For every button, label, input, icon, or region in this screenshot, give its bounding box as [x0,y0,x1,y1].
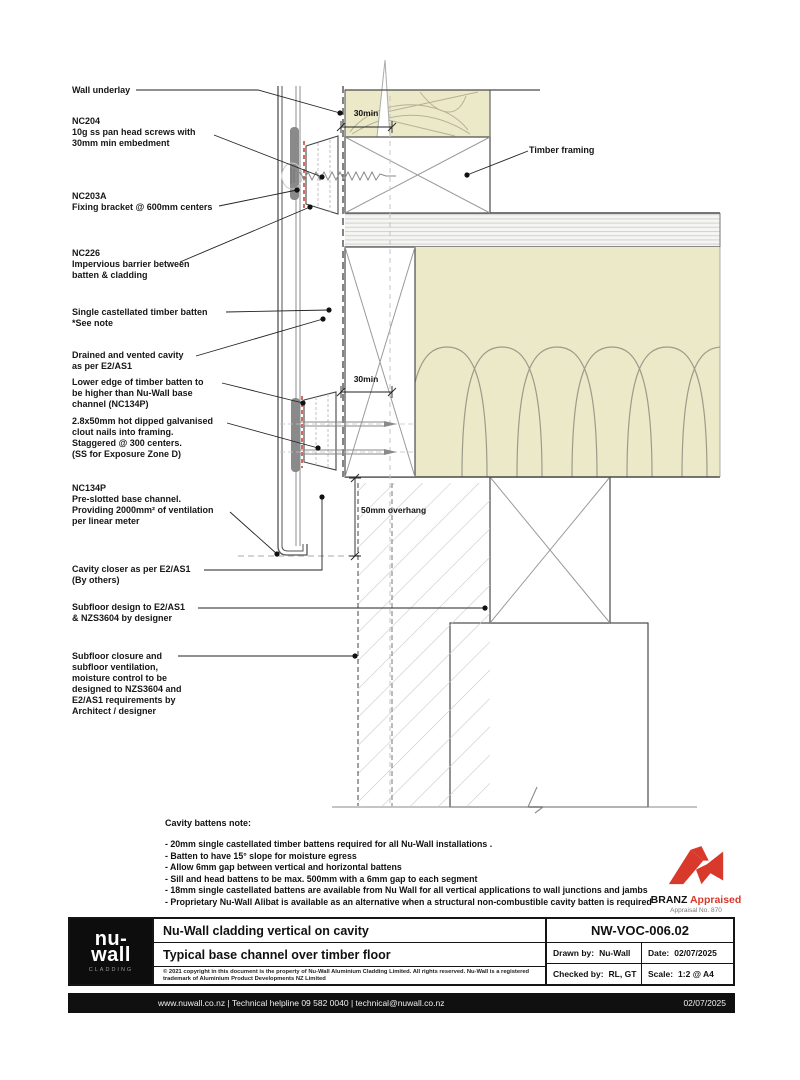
title-block-meta [547,919,733,984]
label-nc204 [72,116,196,149]
text-line: as per E2/AS1 [72,361,133,371]
drawn-by-value: Nu-Wall [599,948,631,958]
text-line: - Sill and head battens to be max. 500mm with a 6mm gap to each segment [165,873,478,884]
label-nc226 [72,248,190,281]
date-value: 02/07/2025 [674,948,717,958]
text-line: designed to NZS3604 and [72,684,182,694]
subfloor-closure-hatch [358,483,490,806]
label-code: NC226 [72,248,101,258]
text-line: Subfloor closure and [72,651,163,661]
branz-label [648,894,744,906]
logo-subtitle: CLADDING [88,966,134,973]
text-line: - 20mm single castellated timber battens required for all Nu-Wall installations . [165,839,493,849]
text-line: Wall underlay [72,85,131,95]
dimension-overhang: 50mm overhang [361,505,427,515]
logo-text-line1: nu- [94,927,128,950]
dimension-30min-top: 30min [353,108,379,118]
checked-by-label: Checked by: [553,969,604,979]
bearer [490,477,610,623]
text-line: Architect / designer [72,706,157,716]
date-label: Date: [648,948,670,958]
text-line: Subfloor design to E2/AS1 [72,602,186,612]
text-line: *See note [72,318,114,328]
text-line: 30mm min embedment [72,138,170,148]
fixing-bracket-bottom [304,392,336,470]
text-line: - Allow 6mm gap between vertical and horizontal battens [165,862,402,873]
branz-logo-icon [667,845,725,887]
text-line: Impervious barrier between [72,259,190,269]
branz-appraisal-number: Appraisal No. 870 [670,907,722,914]
label-cavity-closer [72,564,191,586]
label-nc203a [72,191,212,213]
title-block [68,917,735,986]
text-line: Lower edge of timber batten to [72,377,204,387]
text-line: Single castellated timber batten [72,307,208,317]
text-line: Fixing bracket @ 600mm centers [72,202,213,212]
label-lower-edge [72,377,204,410]
note-title: Cavity battens note: [165,818,252,828]
text-line: - Proprietary Nu-Wall Alibat is available as an alternative when a structural non-combustible cavity batten is required [165,896,652,907]
date-cell [642,943,717,963]
label-subfloor-design [72,602,185,624]
branz-appraised-text: Appraised [689,894,742,906]
text-line: & NZS3604 by designer [72,613,173,623]
text-line: Timber framing [529,145,595,155]
text-line: moisture control to be [72,673,168,683]
label-single-batten [72,307,208,329]
checked-by-value: RL, GT [608,969,637,979]
text-line: Drained and vented cavity [72,350,184,360]
drawn-by-label: Drawn by: [553,948,595,958]
label-drained-cavity [72,350,184,372]
label-wall-underlay [72,85,130,96]
text-line: Pre-slotted base channel. [72,494,182,504]
boundary-joist [345,247,415,477]
text-line: - Batten to have 15° slope for moisture egress [165,850,357,861]
text-line: 10g ss pan head screws with [72,127,196,137]
note-items [165,839,652,909]
scale-value: 1:2 @ A4 [678,969,714,979]
text-line: Providing 2000mm² of ventilation [72,505,214,515]
label-subfloor-closure [72,651,182,717]
text-line: 2.8x50mm hot dipped galvanised [72,416,214,426]
floor-sheet [345,213,720,247]
branz-brand-text: BRANZ [650,894,688,906]
nuwall-logo [70,919,152,984]
scale-label: Scale: [648,969,674,979]
cavity-battens-note [165,818,652,909]
drawing-title-line1: Nu-Wall cladding vertical on cavity [154,919,545,943]
text-line: Cavity closer as per E2/AS1 [72,564,191,574]
footer-bar [68,993,735,1013]
label-code: NC134P [72,483,107,493]
label-code: NC203A [72,191,107,201]
text-line: - 18mm single castellated battens are available from Nu Wall for all vertical applications to wall junctions and jambs [165,885,648,896]
text-line: E2/AS1 requirements by [72,695,176,705]
text-line: subfloor ventilation, [72,662,159,672]
bottom-batten [291,398,300,472]
document-number: NW-VOC-006.02 [547,919,733,943]
text-line: be higher than Nu-Wall base [72,388,193,398]
label-timber-framing [529,145,594,156]
label-nc134p [72,483,214,527]
label-clout-nails [72,416,213,460]
branz-appraised-mark [648,845,744,914]
drawn-by-cell [547,943,642,963]
text-line: per linear meter [72,516,140,526]
top-plate [345,60,540,137]
text-line: Staggered @ 300 centers. [72,438,182,448]
footer-contact-text: www.nuwall.co.nz | Technical helpline 09 582 0040 | technical@nuwall.co.nz [158,998,445,1008]
logo-text-line2: wall [91,943,131,966]
copyright-text: © 2021 copyright in this document is the property of Nu-Wall Aluminium Cladding Limited. All rights reserved. Nu-Wall is a registered trademark of Aluminium Product Developments NZ Limited [163,969,530,982]
footer-date: 02/07/2025 [683,998,726,1008]
dimension-30min-mid: 30min [353,374,379,384]
label-code: NC204 [72,116,101,126]
checked-by-cell [547,964,642,984]
title-block-titles [152,919,547,984]
text-line: batten & cladding [72,270,148,280]
text-line: (By others) [72,575,120,585]
text-line: clout nails into framing. [72,427,174,437]
drawing-title-line2: Typical base channel over timber floor [154,943,545,967]
text-line: channel (NC134P) [72,399,149,409]
scale-cell [642,964,714,984]
text-line: (SS for Exposure Zone D) [72,449,182,459]
